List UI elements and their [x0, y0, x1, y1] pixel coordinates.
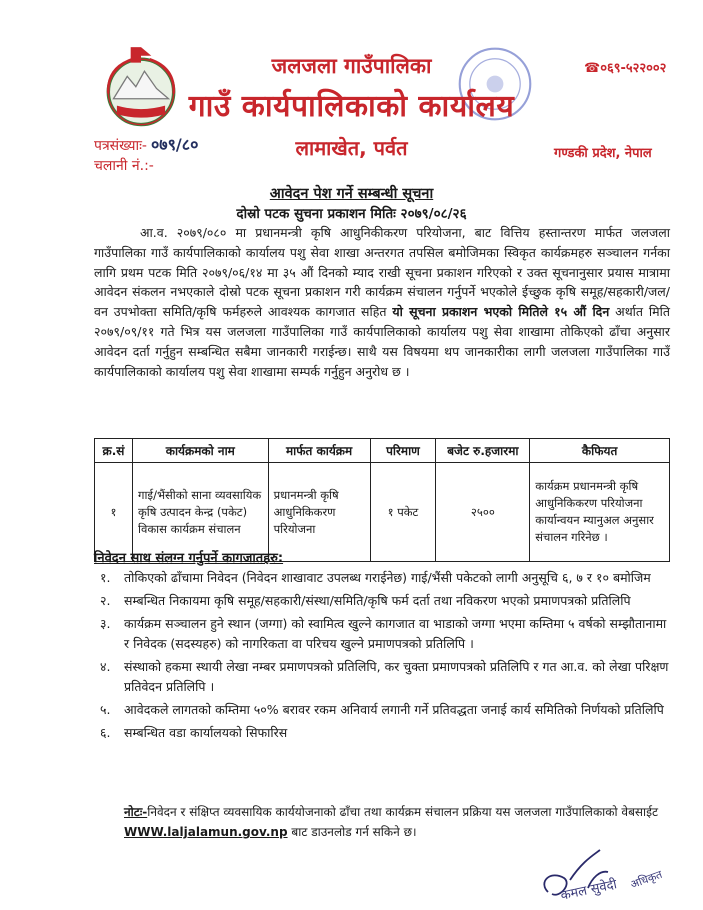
- list-item-number: ४.: [100, 659, 111, 674]
- office-title: गाउँ कार्यपालिकाको कार्यालय: [188, 89, 515, 124]
- notice-body: [94, 223, 670, 381]
- table-header-cell: परिमाण: [370, 439, 436, 463]
- attachments-heading: निवेदन साथ संलग्न गर्नुपर्ने कागजातहरु:: [94, 551, 284, 566]
- letter-number-label: पत्रसंख्याः-: [94, 138, 147, 154]
- table-cell-budget: २५००: [436, 463, 530, 562]
- table-header-cell: कार्यक्रमको नाम: [132, 439, 268, 463]
- table-header-cell: क्र.सं: [95, 439, 133, 463]
- letter-number-value: ०७९/८०: [150, 135, 199, 154]
- table-header-row: [95, 439, 670, 463]
- table-cell-quantity: १ पकेट: [370, 463, 436, 562]
- website-link[interactable]: WWW.laljalamun.gov.np: [124, 825, 288, 839]
- letter-number: [94, 133, 198, 155]
- notice-body-part2: अर्थात मिति २०७९/०९/११ गते भित्र यस जलजला गाउँपालिका गाउँ कार्यपालिकाको कार्यालय पशु सेवा शाखामा तोकिएको ढाँचा अनुसार आवेदन दर्ता गर्नुहुन सम्बन्धित सबैमा जानकारी गराईन्छ। साथै यस विषयमा थप जानकारीका लागी जलजला गाउँपालिका गाउँ कार्यपालिकाको कार्यालय पशु सेवा शाखामा सम्पर्क गर्नुहुन अनुरोध छ ।: [94, 304, 670, 379]
- list-item: [100, 723, 670, 743]
- program-table: [94, 438, 670, 562]
- list-item-number: ६.: [100, 725, 111, 740]
- note: [124, 802, 670, 842]
- table-header-cell: बजेट रु.हजारमा: [436, 439, 530, 463]
- list-item: [100, 700, 670, 720]
- notice-title: [0, 183, 703, 203]
- notice-title-text: आवेदन पेश गर्ने सम्बन्धी सूचना: [269, 186, 434, 202]
- notice-body-part1: आ.व. २०७९/०८० मा प्रधानमन्त्री कृषि आधुनिकीकरण परियोजना, बाट वित्तिय हस्तान्तरण मार्फत जलजला गाउँपालिका गाउँ कार्यपालिकाको कार्यालय पशु सेवा शाखा अन्तरगत तपसिल बमोजिमका स्विकृत कार्यक्रमहरु सञ्चालन गर्नका लागि प्रथम पटक मिति २०७९/०६/१४ मा ३५ औं दिनको म्याद राखी सूचना प्रकाशन गरिएको र उक्त सूचनानुसार प्रयास मात्रामा आवेदन संकलन नभएकाले दोस्रो पटक सूचना प्रकाशन गरी कार्यक्रम संचालन गर्नुपर्ने भएकोले ईच्छुक कृषि समूह/सहकारी/जल/वन उपभोक्ता समिति/कृषि फर्महरुले आवश्यक कागजात सहित: [94, 225, 670, 320]
- signer-name: कमल सुवेदी: [559, 877, 619, 904]
- table-header-cell: कैफियत: [530, 439, 670, 463]
- province-name: गण्डकी प्रदेश, नेपाल: [554, 146, 652, 161]
- office-name: जलजला गाउँपालिका: [271, 54, 432, 78]
- signer-title: अधिकृत: [628, 867, 664, 892]
- list-item-number: १.: [100, 570, 111, 585]
- table-cell-remarks: कार्यक्रम प्रधानमन्त्री कृषि आधुनिकिकरण परियोजना कार्यान्वयन म्यानुअल अनुसार संचालन गरिनेछ ।: [530, 463, 670, 562]
- list-item-text: आवेदकले लागतको कम्तिमा ५०% बरावर रकम अनिवार्य लगानी गर्ने प्रतिवद्धता जनाई कार्य समितिको निर्णयको प्रतिलिपि: [124, 702, 664, 717]
- table-cell-via: प्रधानमन्त्री कृषि आधुनिकिकरण परियोजना: [268, 463, 370, 562]
- list-item-number: ३.: [100, 616, 111, 631]
- note-text-end: बाट डाउनलोड गर्न सकिने छ।: [287, 825, 417, 839]
- list-item-number: २.: [100, 593, 111, 608]
- attachments-list: [100, 568, 670, 746]
- notice-body-bold: यो सूचना प्रकाशन भएको मितिले १५ औं दिन: [392, 304, 610, 320]
- list-item-number: ५.: [100, 702, 111, 717]
- phone-number: ☎०६९-५२२००२: [584, 61, 667, 76]
- dispatch-number-label: चलानी नं.:-: [94, 158, 154, 174]
- table-cell-program: गाई/भैंसीको साना व्यवसायिक कृषि उत्पादन केन्द्र (पकेट) विकास कार्यक्रम संचालन: [132, 463, 268, 562]
- table-header-cell: मार्फत कार्यक्रम: [268, 439, 370, 463]
- table-row: [95, 463, 670, 562]
- note-label: नोटः-: [124, 805, 148, 819]
- notice-date: दोस्रो पटक सुचना प्रकाशन मितिः २०७९/०८/२६: [236, 206, 467, 222]
- office-location: लामाखेत, पर्वत: [295, 136, 408, 160]
- table-cell-serial: १: [95, 463, 133, 562]
- list-item: [100, 657, 670, 697]
- list-item-text: कार्यक्रम सञ्चालन हुने स्थान (जग्गा) को स्वामित्व खुल्ने कागजात वा भाडाको जग्गा भएमा कम्तिमा ५ वर्षको सम्झौतानामा र निवेदक (सदस्यहरु) को नागरिकता वा परिचय खुल्ने प्रमाणपत्रको प्रतिलिपि ।: [124, 616, 667, 651]
- list-item-text: सम्बन्धित निकायमा कृषि समूह/सहकारी/संस्था/समिति/कृषि फर्म दर्ता तथा नविकरण भएको प्रमाणपत्रको प्रतिलिपि: [124, 593, 631, 608]
- list-item-text: सम्बन्धित वडा कार्यालयको सिफारिस: [124, 725, 288, 740]
- list-item: [100, 614, 670, 654]
- list-item-text: संस्थाको हकमा स्थायी लेखा नम्बर प्रमाणपत्रको प्रतिलिपि, कर चुक्ता प्रमाणपत्रको प्रतिलिपि र गत आ.व. को लेखा परिक्षण प्रतिवेदन प्रतिलिपि ।: [124, 659, 669, 694]
- list-item: [100, 591, 670, 611]
- list-item: [100, 568, 670, 588]
- list-item-text: तोकिएको ढाँचामा निवेदन (निवेदन शाखावाट उपलब्ध गराईनेछ) गाई/भैंसी पकेटको लागी अनुसूचि ६, ७ र १० बमोजिम: [124, 570, 651, 585]
- note-text: निवेदन र संक्षिप्त व्यवसायिक कार्ययोजनाको ढाँचा तथा कार्यक्रम संचालन प्रक्रिया यस जलजला गाउँपालिकाको वेबसाईट: [147, 805, 659, 819]
